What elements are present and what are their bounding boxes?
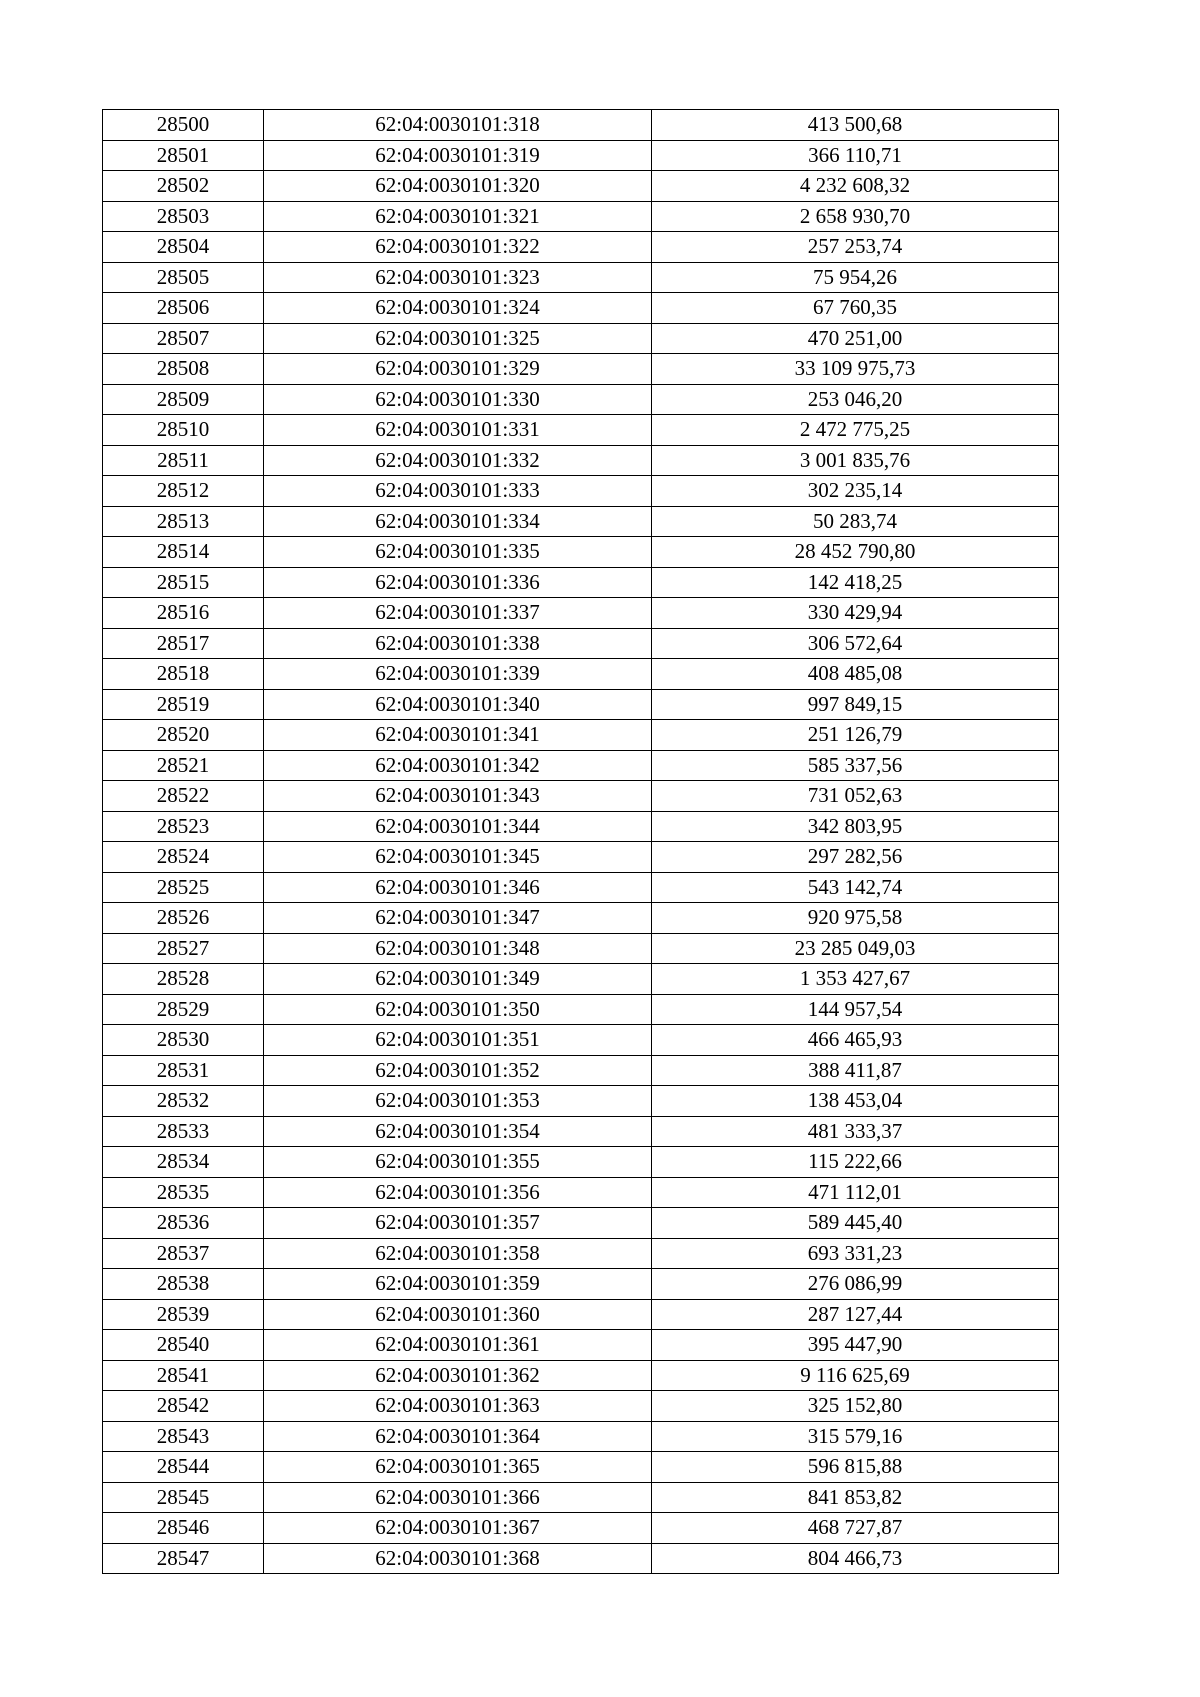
cadastral-value-cell: 2 472 775,25	[652, 415, 1059, 446]
cadastral-value-cell: 388 411,87	[652, 1055, 1059, 1086]
row-number-cell: 28546	[103, 1513, 264, 1544]
table-row	[103, 262, 1059, 293]
table-row	[103, 1147, 1059, 1178]
row-number-cell: 28517	[103, 628, 264, 659]
table-row	[103, 872, 1059, 903]
cadastral-value-cell: 144 957,54	[652, 994, 1059, 1025]
cadastral-value-cell: 142 418,25	[652, 567, 1059, 598]
cadastral-number-cell: 62:04:0030101:323	[264, 262, 652, 293]
cadastral-value-cell: 589 445,40	[652, 1208, 1059, 1239]
table-row	[103, 1452, 1059, 1483]
cadastral-number-cell: 62:04:0030101:340	[264, 689, 652, 720]
cadastral-value-cell: 315 579,16	[652, 1421, 1059, 1452]
cadastral-number-cell: 62:04:0030101:335	[264, 537, 652, 568]
cadastral-number-cell: 62:04:0030101:334	[264, 506, 652, 537]
cadastral-number-cell: 62:04:0030101:355	[264, 1147, 652, 1178]
table-row	[103, 1482, 1059, 1513]
row-number-cell: 28519	[103, 689, 264, 720]
row-number-cell: 28544	[103, 1452, 264, 1483]
row-number-cell: 28511	[103, 445, 264, 476]
cadastral-value-cell: 468 727,87	[652, 1513, 1059, 1544]
row-number-cell: 28533	[103, 1116, 264, 1147]
cadastral-number-cell: 62:04:0030101:332	[264, 445, 652, 476]
row-number-cell: 28507	[103, 323, 264, 354]
row-number-cell: 28521	[103, 750, 264, 781]
row-number-cell: 28540	[103, 1330, 264, 1361]
cadastral-number-cell: 62:04:0030101:362	[264, 1360, 652, 1391]
cadastral-number-cell: 62:04:0030101:361	[264, 1330, 652, 1361]
cadastral-value-cell: 138 453,04	[652, 1086, 1059, 1117]
row-number-cell: 28520	[103, 720, 264, 751]
cadastral-number-cell: 62:04:0030101:342	[264, 750, 652, 781]
cadastral-value-cell: 841 853,82	[652, 1482, 1059, 1513]
cadastral-value-cell: 306 572,64	[652, 628, 1059, 659]
cadastral-number-cell: 62:04:0030101:337	[264, 598, 652, 629]
row-number-cell: 28535	[103, 1177, 264, 1208]
table-row	[103, 933, 1059, 964]
row-number-cell: 28525	[103, 872, 264, 903]
table-row	[103, 811, 1059, 842]
table-row	[103, 1513, 1059, 1544]
cadastral-value-cell: 75 954,26	[652, 262, 1059, 293]
row-number-cell: 28541	[103, 1360, 264, 1391]
cadastral-number-cell: 62:04:0030101:325	[264, 323, 652, 354]
cadastral-value-cell: 693 331,23	[652, 1238, 1059, 1269]
cadastral-number-cell: 62:04:0030101:363	[264, 1391, 652, 1422]
table-row	[103, 1177, 1059, 1208]
table-row	[103, 476, 1059, 507]
cadastral-number-cell: 62:04:0030101:338	[264, 628, 652, 659]
row-number-cell: 28501	[103, 140, 264, 171]
row-number-cell: 28513	[103, 506, 264, 537]
cadastral-value-cell: 997 849,15	[652, 689, 1059, 720]
cadastral-number-cell: 62:04:0030101:358	[264, 1238, 652, 1269]
table-row	[103, 964, 1059, 995]
table-row	[103, 415, 1059, 446]
cadastral-number-cell: 62:04:0030101:359	[264, 1269, 652, 1300]
cadastral-number-cell: 62:04:0030101:321	[264, 201, 652, 232]
cadastral-value-cell: 471 112,01	[652, 1177, 1059, 1208]
row-number-cell: 28510	[103, 415, 264, 446]
table-row	[103, 354, 1059, 385]
cadastral-value-cell: 2 658 930,70	[652, 201, 1059, 232]
cadastral-value-cell: 33 109 975,73	[652, 354, 1059, 385]
row-number-cell: 28527	[103, 933, 264, 964]
cadastral-value-cell: 115 222,66	[652, 1147, 1059, 1178]
table-row	[103, 1543, 1059, 1574]
cadastral-value-cell: 253 046,20	[652, 384, 1059, 415]
row-number-cell: 28526	[103, 903, 264, 934]
cadastral-number-cell: 62:04:0030101:345	[264, 842, 652, 873]
cadastral-number-cell: 62:04:0030101:318	[264, 110, 652, 141]
table-row	[103, 232, 1059, 263]
table-row	[103, 1086, 1059, 1117]
table-row	[103, 720, 1059, 751]
cadastral-value-cell: 50 283,74	[652, 506, 1059, 537]
row-number-cell: 28530	[103, 1025, 264, 1056]
table-row	[103, 384, 1059, 415]
cadastral-value-cell: 297 282,56	[652, 842, 1059, 873]
cadastral-value-cell: 543 142,74	[652, 872, 1059, 903]
row-number-cell: 28500	[103, 110, 264, 141]
table-row	[103, 506, 1059, 537]
row-number-cell: 28518	[103, 659, 264, 690]
table-row	[103, 445, 1059, 476]
cadastral-value-cell: 366 110,71	[652, 140, 1059, 171]
table-row	[103, 1208, 1059, 1239]
row-number-cell: 28545	[103, 1482, 264, 1513]
cadastral-value-cell: 920 975,58	[652, 903, 1059, 934]
table-row	[103, 689, 1059, 720]
cadastral-value-cell: 325 152,80	[652, 1391, 1059, 1422]
cadastral-value-cell: 3 001 835,76	[652, 445, 1059, 476]
table-row	[103, 598, 1059, 629]
table-row	[103, 1330, 1059, 1361]
table-row	[103, 1025, 1059, 1056]
row-number-cell: 28506	[103, 293, 264, 324]
row-number-cell: 28515	[103, 567, 264, 598]
row-number-cell: 28508	[103, 354, 264, 385]
table-body	[103, 110, 1059, 1574]
table-row	[103, 201, 1059, 232]
table-row	[103, 323, 1059, 354]
row-number-cell: 28524	[103, 842, 264, 873]
row-number-cell: 28509	[103, 384, 264, 415]
cadastral-value-cell: 67 760,35	[652, 293, 1059, 324]
table-row	[103, 1269, 1059, 1300]
row-number-cell: 28529	[103, 994, 264, 1025]
cadastral-number-cell: 62:04:0030101:350	[264, 994, 652, 1025]
cadastral-value-cell: 342 803,95	[652, 811, 1059, 842]
cadastral-value-cell: 23 285 049,03	[652, 933, 1059, 964]
cadastral-number-cell: 62:04:0030101:365	[264, 1452, 652, 1483]
cadastral-number-cell: 62:04:0030101:344	[264, 811, 652, 842]
row-number-cell: 28502	[103, 171, 264, 202]
table-row	[103, 994, 1059, 1025]
table-row	[103, 903, 1059, 934]
row-number-cell: 28534	[103, 1147, 264, 1178]
row-number-cell: 28514	[103, 537, 264, 568]
table-row	[103, 110, 1059, 141]
cadastral-value-cell: 257 253,74	[652, 232, 1059, 263]
cadastral-value-cell: 466 465,93	[652, 1025, 1059, 1056]
table-row	[103, 1391, 1059, 1422]
cadastral-number-cell: 62:04:0030101:333	[264, 476, 652, 507]
table-row	[103, 1421, 1059, 1452]
cadastral-number-cell: 62:04:0030101:352	[264, 1055, 652, 1086]
row-number-cell: 28532	[103, 1086, 264, 1117]
table-row	[103, 781, 1059, 812]
cadastral-number-cell: 62:04:0030101:324	[264, 293, 652, 324]
table-row	[103, 537, 1059, 568]
row-number-cell: 28516	[103, 598, 264, 629]
row-number-cell: 28542	[103, 1391, 264, 1422]
table-row	[103, 1238, 1059, 1269]
table-row	[103, 1116, 1059, 1147]
cadastral-value-cell: 9 116 625,69	[652, 1360, 1059, 1391]
table-row	[103, 628, 1059, 659]
cadastral-number-cell: 62:04:0030101:348	[264, 933, 652, 964]
row-number-cell: 28504	[103, 232, 264, 263]
cadastral-number-cell: 62:04:0030101:367	[264, 1513, 652, 1544]
cadastral-value-cell: 596 815,88	[652, 1452, 1059, 1483]
cadastral-number-cell: 62:04:0030101:364	[264, 1421, 652, 1452]
cadastral-number-cell: 62:04:0030101:360	[264, 1299, 652, 1330]
cadastral-value-cell: 481 333,37	[652, 1116, 1059, 1147]
cadastral-value-table	[102, 109, 1059, 1574]
cadastral-value-cell: 287 127,44	[652, 1299, 1059, 1330]
row-number-cell: 28505	[103, 262, 264, 293]
cadastral-number-cell: 62:04:0030101:357	[264, 1208, 652, 1239]
cadastral-number-cell: 62:04:0030101:330	[264, 384, 652, 415]
table-row	[103, 293, 1059, 324]
cadastral-number-cell: 62:04:0030101:331	[264, 415, 652, 446]
cadastral-number-cell: 62:04:0030101:368	[264, 1543, 652, 1574]
cadastral-value-cell: 585 337,56	[652, 750, 1059, 781]
cadastral-value-cell: 804 466,73	[652, 1543, 1059, 1574]
row-number-cell: 28547	[103, 1543, 264, 1574]
row-number-cell: 28543	[103, 1421, 264, 1452]
cadastral-number-cell: 62:04:0030101:346	[264, 872, 652, 903]
cadastral-value-cell: 28 452 790,80	[652, 537, 1059, 568]
cadastral-number-cell: 62:04:0030101:349	[264, 964, 652, 995]
cadastral-value-cell: 330 429,94	[652, 598, 1059, 629]
cadastral-number-cell: 62:04:0030101:347	[264, 903, 652, 934]
cadastral-number-cell: 62:04:0030101:336	[264, 567, 652, 598]
cadastral-number-cell: 62:04:0030101:356	[264, 1177, 652, 1208]
table-row	[103, 140, 1059, 171]
cadastral-value-cell: 413 500,68	[652, 110, 1059, 141]
table-row	[103, 659, 1059, 690]
table-row	[103, 171, 1059, 202]
cadastral-value-cell: 395 447,90	[652, 1330, 1059, 1361]
cadastral-value-cell: 731 052,63	[652, 781, 1059, 812]
cadastral-value-cell: 470 251,00	[652, 323, 1059, 354]
cadastral-value-cell: 1 353 427,67	[652, 964, 1059, 995]
table-row	[103, 567, 1059, 598]
table-row	[103, 750, 1059, 781]
table-row	[103, 1299, 1059, 1330]
cadastral-number-cell: 62:04:0030101:322	[264, 232, 652, 263]
row-number-cell: 28539	[103, 1299, 264, 1330]
row-number-cell: 28536	[103, 1208, 264, 1239]
cadastral-value-cell: 408 485,08	[652, 659, 1059, 690]
table-row	[103, 1055, 1059, 1086]
row-number-cell: 28531	[103, 1055, 264, 1086]
cadastral-value-cell: 302 235,14	[652, 476, 1059, 507]
cadastral-value-cell: 4 232 608,32	[652, 171, 1059, 202]
table-row	[103, 842, 1059, 873]
cadastral-number-cell: 62:04:0030101:341	[264, 720, 652, 751]
cadastral-number-cell: 62:04:0030101:339	[264, 659, 652, 690]
row-number-cell: 28523	[103, 811, 264, 842]
cadastral-number-cell: 62:04:0030101:329	[264, 354, 652, 385]
row-number-cell: 28522	[103, 781, 264, 812]
row-number-cell: 28537	[103, 1238, 264, 1269]
cadastral-value-cell: 276 086,99	[652, 1269, 1059, 1300]
cadastral-value-cell: 251 126,79	[652, 720, 1059, 751]
cadastral-number-cell: 62:04:0030101:366	[264, 1482, 652, 1513]
cadastral-number-cell: 62:04:0030101:343	[264, 781, 652, 812]
row-number-cell: 28538	[103, 1269, 264, 1300]
cadastral-number-cell: 62:04:0030101:319	[264, 140, 652, 171]
cadastral-number-cell: 62:04:0030101:320	[264, 171, 652, 202]
table-row	[103, 1360, 1059, 1391]
row-number-cell: 28528	[103, 964, 264, 995]
row-number-cell: 28512	[103, 476, 264, 507]
row-number-cell: 28503	[103, 201, 264, 232]
cadastral-number-cell: 62:04:0030101:354	[264, 1116, 652, 1147]
cadastral-number-cell: 62:04:0030101:351	[264, 1025, 652, 1056]
cadastral-number-cell: 62:04:0030101:353	[264, 1086, 652, 1117]
